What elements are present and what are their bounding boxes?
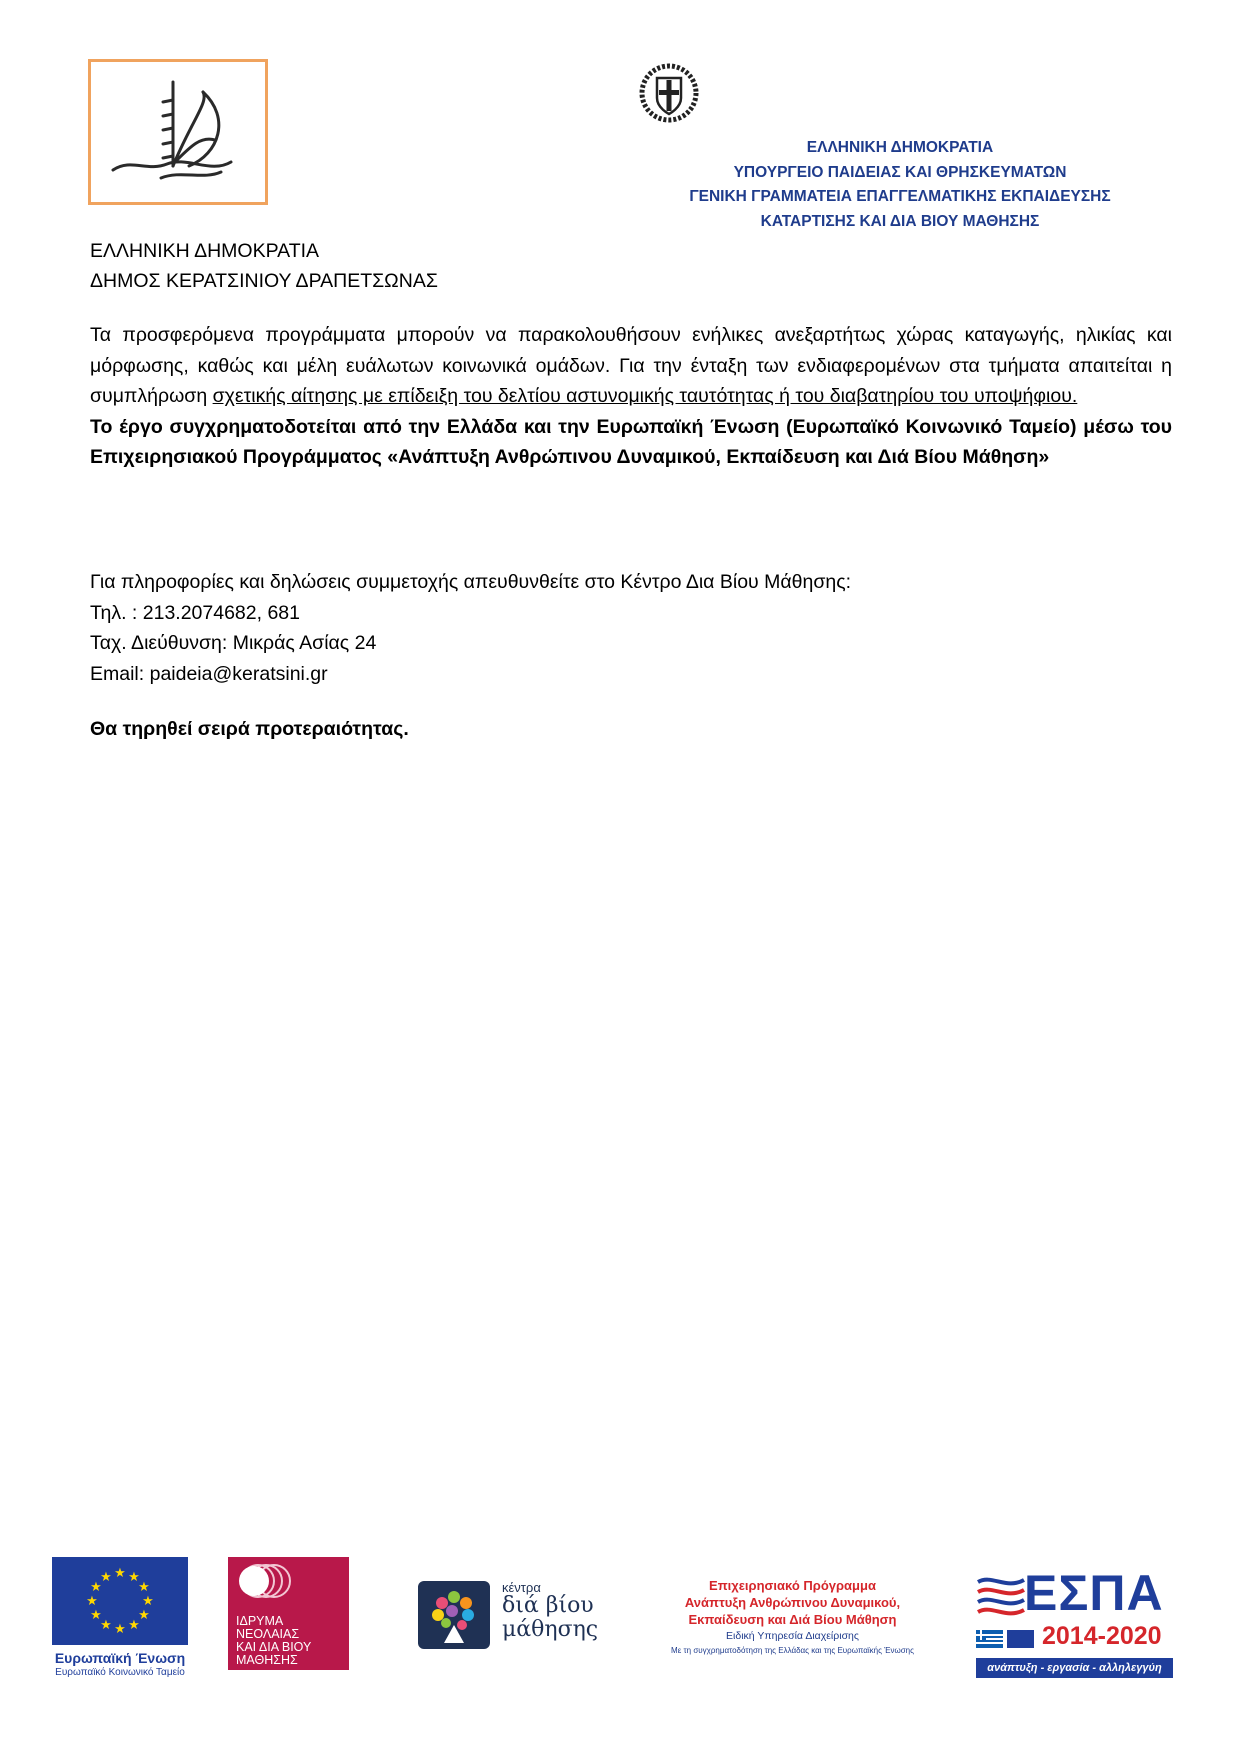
contact-intro: Για πληροφορίες και δηλώσεις συμμετοχής απευθυνθείτε στο Κέντρο Δια Βίου Μάθησης:	[90, 571, 852, 593]
inedivim-logo	[228, 1557, 349, 1670]
municipality-header-line1: ΕΛΛΗΝΙΚΗ ΔΗΜΟΚΡΑΤΙΑ	[90, 240, 320, 262]
tree-icon	[418, 1581, 490, 1649]
municipality-header-line2: ΔΗΜΟΣ ΚΕΡΑΤΣΙΝΙΟΥ ΔΡΑΠΕΤΣΩΝΑΣ	[90, 270, 438, 292]
kdvm-big-text	[502, 1594, 598, 1642]
operational-programme-logo	[650, 1577, 935, 1658]
inedivim-line: ΝΕΟΛΑΙΑΣ	[236, 1627, 300, 1641]
kdvm-big-line2: μάθησης	[502, 1617, 599, 1642]
body-text	[90, 320, 1172, 473]
municipality-logo	[88, 59, 268, 205]
ministry-header-line: ΕΛΛΗΝΙΚΗ ΔΗΜΟΚΡΑΤΙΑ	[806, 139, 994, 156]
ministry-header-line: ΓΕΝΙΚΗ ΓΡΑΜΜΑΤΕΙΑ ΕΠΑΓΓΕΛΜΑΤΙΚΗΣ ΕΚΠΑΙΔΕΥΣΗΣ	[689, 188, 1111, 205]
contact-address: Ταχ. Διεύθυνση: Μικράς Ασίας 24	[90, 632, 377, 654]
ministry-header-line: ΚΑΤΑΡΤΙΣΗΣ ΚΑΙ ΔΙΑ ΒΙΟΥ ΜΑΘΗΣΗΣ	[760, 212, 1040, 230]
programme-line3: Εκπαίδευση και Διά Βίου Μάθηση	[688, 1612, 897, 1627]
priority-note: Θα τηρηθεί σειρά προτεραιότητας.	[90, 718, 409, 740]
funding-paragraph: Το έργο συγχρηματοδοτείται από την Ελλάδα και την Ευρωπαϊκή Ένωση (Ευρωπαϊκό Κοινωνικό Ταμείο) μέσω του Επιχειρησιακού Προγράμματος «Ανάπτυξη Ανθρώπινου Δυναμικού, Εκπαίδευση και Διά Βίου Μάθηση»	[90, 415, 1172, 468]
programme-line1: Επιχειρησιακό Πρόγραμμα	[709, 1578, 876, 1593]
svg-text:★: ★	[100, 1570, 112, 1585]
ship-logo-icon	[91, 62, 265, 202]
svg-text:★: ★	[114, 1566, 126, 1581]
espa-years: 2014-2020	[1042, 1622, 1162, 1650]
svg-text:★: ★	[114, 1622, 126, 1637]
programme-line4: Ειδική Υπηρεσία Διαχείρισης	[726, 1630, 859, 1642]
eu-stars-icon	[52, 1557, 188, 1645]
profiles-icon	[228, 1557, 349, 1613]
ministry-header-line: ΥΠΟΥΡΓΕΙΟ ΠΑΙΔΕΙΑΣ ΚΑΙ ΘΡΗΣΚΕΥΜΑΤΩΝ	[733, 163, 1067, 181]
programme-line5: Με τη συγχρηματοδότηση της Ελλάδας και της Ευρωπαϊκής Ένωσης	[671, 1646, 914, 1655]
eligibility-text: Τα προσφερόμενα προγράμματα μπορούν να παρακολουθήσουν ενήλικες ανεξαρτήτως χώρας καταγωγής, ηλικίας και μόρφωσης, καθώς και μέλη ευάλωτων κοινωνικά ομάδων. Για την ένταξη των ενδιαφερομένων στα τμήματα απαιτείται η συμπλήρωση	[90, 324, 1172, 407]
municipality-header	[90, 236, 438, 296]
espa-slogan: ανάπτυξη - εργασία - αλληλεγγύη	[976, 1658, 1173, 1678]
svg-text:★: ★	[128, 1618, 140, 1633]
eligibility-paragraph	[90, 320, 1172, 412]
svg-text:★: ★	[128, 1570, 140, 1585]
contact-info	[90, 567, 851, 689]
svg-text:★: ★	[90, 1608, 102, 1623]
eu-caption	[40, 1650, 200, 1679]
espa-word: ΕΣΠΑ	[1024, 1565, 1164, 1621]
svg-text:★: ★	[86, 1594, 98, 1609]
eu-subtitle: Ευρωπαϊκό Κοινωνικό Ταμείο	[55, 1667, 185, 1678]
kdvm-logo	[418, 1576, 608, 1652]
inedivim-text	[236, 1615, 311, 1667]
inedivim-line: ΙΔΡΥΜΑ	[236, 1614, 284, 1628]
eu-title: Ευρωπαϊκή Ένωση	[54, 1650, 186, 1666]
kdvm-small-text: κέντρα	[502, 1580, 541, 1595]
svg-text:★: ★	[90, 1580, 102, 1595]
espa-waves-icon	[976, 1572, 1026, 1622]
contact-phone: Τηλ. : 213.2074682, 681	[90, 601, 300, 624]
eu-flag-logo	[52, 1557, 188, 1645]
contact-email: Email: paideia@keratsini.gr	[90, 662, 328, 685]
inedivim-line: ΚΑΙ ΔΙΑ ΒΙΟΥ	[236, 1640, 312, 1654]
svg-text:★: ★	[142, 1594, 154, 1609]
greek-coat-of-arms-icon	[638, 62, 700, 124]
programme-line2: Ανάπτυξη Ανθρώπινου Δυναμικού,	[684, 1595, 901, 1610]
ministry-header	[620, 136, 1180, 234]
espa-logo	[976, 1565, 1173, 1678]
application-requirement-text: σχετικής αίτησης με επίδειξη του δελτίου αστυνομικής ταυτότητας ή του διαβατηρίου του υποψήφιου.	[212, 385, 1078, 407]
greek-eu-flags-icon	[976, 1630, 1036, 1648]
inedivim-line: ΜΑΘΗΣΗΣ	[236, 1653, 298, 1667]
kdvm-big-line1: διά βίου	[502, 1593, 594, 1618]
svg-text:★: ★	[138, 1608, 150, 1623]
svg-text:★: ★	[100, 1618, 112, 1633]
svg-text:★: ★	[138, 1580, 150, 1595]
